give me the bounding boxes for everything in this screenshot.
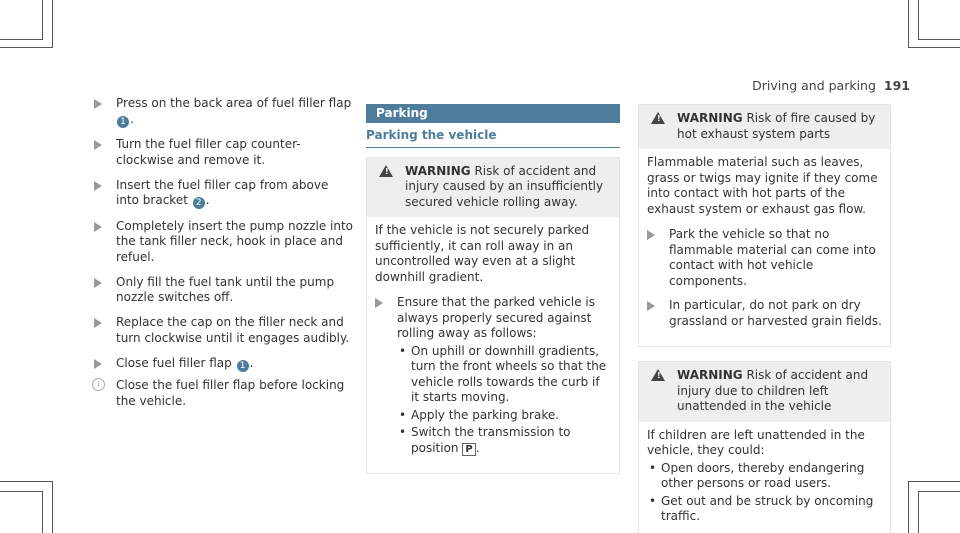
step-arrow-icon bbox=[94, 318, 102, 328]
step-arrow-icon bbox=[94, 99, 102, 109]
callout-badge: 1 bbox=[117, 116, 129, 128]
list-item: • Switch the transmission to position P . bbox=[397, 425, 611, 456]
warning-header bbox=[367, 158, 619, 218]
step-item: Replace the cap on the filler neck and turn clockwise until it engages audibly. bbox=[92, 315, 354, 346]
bullet-list bbox=[647, 461, 882, 525]
callout-badge: 1 bbox=[237, 360, 249, 372]
crop-mark bbox=[918, 39, 960, 40]
step-item: Turn the fuel filler cap counter-clockwise and remove it. bbox=[92, 137, 354, 168]
section-title-bar: Parking bbox=[366, 104, 620, 123]
step-item: Close fuel filler flap 1 . bbox=[92, 356, 354, 372]
bullet-list bbox=[397, 344, 611, 457]
step-arrow-icon bbox=[94, 359, 102, 369]
step-item: Insert the fuel filler cap from above into bracket 2 . bbox=[92, 178, 354, 210]
warning-body bbox=[367, 217, 619, 473]
info-note: i Close the fuel filler flap before locking the vehicle. bbox=[92, 378, 354, 409]
warning-label: WARNING bbox=[405, 163, 471, 178]
page-number: 191 bbox=[883, 78, 910, 93]
parking-column bbox=[366, 104, 620, 474]
warning-header bbox=[639, 362, 890, 422]
page-header-title: Driving and parking bbox=[752, 78, 876, 93]
info-icon: i bbox=[92, 378, 105, 391]
step-arrow-icon bbox=[94, 222, 102, 232]
warning-title: Risk of accident and injury due to children left unattended in the vehicle bbox=[677, 368, 869, 413]
warning-label: WARNING bbox=[677, 111, 743, 125]
list-item: • Get out and be struck by oncoming traffic. bbox=[647, 494, 882, 525]
step-arrow-icon bbox=[647, 230, 655, 240]
warning-body bbox=[639, 422, 890, 533]
step-arrow-icon bbox=[647, 301, 655, 311]
crop-mark bbox=[0, 491, 42, 492]
crop-mark bbox=[908, 481, 960, 482]
step-item: Ensure that the parked vehicle is always properly secured against rolling away as follows: • On uphill or downhill gradients, turn the front wheels so that the vehicle rolls towards the curb if it starts moving. • Apply the parking brake. • Switch the transmission to position P . bbox=[375, 295, 611, 456]
refuel-steps-column bbox=[92, 96, 354, 409]
crop-mark bbox=[908, 47, 960, 48]
warning-label: WARNING bbox=[677, 368, 743, 382]
crop-mark bbox=[0, 39, 42, 40]
warning-text: Flammable material such as leaves, grass or twigs may ignite if they come into contact with hot parts of the exhaust system or exhaust gas flow. bbox=[647, 155, 878, 216]
warnings-column bbox=[638, 104, 891, 533]
subheading: Parking the vehicle bbox=[366, 128, 620, 148]
warning-text: If the vehicle is not securely parked sufficiently, it can roll away in an uncontrolled way even at a slight downhill gradient. bbox=[375, 223, 590, 284]
step-arrow-icon bbox=[94, 140, 102, 150]
crop-mark bbox=[0, 481, 52, 482]
callout-badge: 2 bbox=[193, 197, 205, 209]
crop-mark bbox=[918, 491, 919, 533]
crop-mark bbox=[0, 47, 52, 48]
warning-box bbox=[638, 104, 891, 347]
list-item: • On uphill or downhill gradients, turn the front wheels so that the vehicle rolls towards the curb if it starts moving. bbox=[397, 344, 611, 406]
crop-mark bbox=[42, 491, 43, 533]
step-item: Park the vehicle so that no flammable material can come into contact with hot vehicle components. bbox=[647, 227, 882, 289]
step-item: Only fill the fuel tank until the pump nozzle switches off. bbox=[92, 275, 354, 306]
step-arrow-icon bbox=[94, 278, 102, 288]
warning-box bbox=[638, 361, 891, 533]
crop-mark bbox=[42, 0, 43, 40]
page-header bbox=[752, 78, 910, 94]
step-item: Press on the back area of fuel filler flap 1 . bbox=[92, 96, 354, 128]
warning-text: If children are left unattended in the vehicle, they could: bbox=[647, 427, 865, 457]
warning-triangle-icon: ! bbox=[651, 369, 665, 381]
list-item: • Apply the parking brake. bbox=[397, 408, 611, 424]
step-item: Completely insert the pump nozzle into the tank filler neck, hook in place and refuel. bbox=[92, 219, 354, 266]
crop-mark bbox=[918, 491, 960, 492]
list-item: • Open doors, thereby endangering other persons or road users. bbox=[647, 461, 882, 492]
warning-triangle-icon: ! bbox=[379, 165, 393, 177]
crop-mark bbox=[918, 0, 919, 40]
warning-body bbox=[639, 149, 890, 346]
step-arrow-icon bbox=[375, 298, 383, 308]
warning-box bbox=[366, 157, 620, 475]
step-item: In particular, do not park on dry grassland or harvested grain fields. bbox=[647, 298, 882, 329]
gear-p-symbol: P bbox=[462, 443, 475, 456]
crop-mark bbox=[908, 0, 909, 48]
crop-mark bbox=[908, 481, 909, 533]
warning-title: Risk of accident and injury caused by an insufficiently secured vehicle rolling away. bbox=[405, 163, 604, 209]
warning-triangle-icon: ! bbox=[651, 112, 665, 124]
warning-header bbox=[639, 105, 890, 149]
warning-title: Risk of fire caused by hot exhaust system parts bbox=[677, 111, 876, 141]
crop-mark bbox=[52, 0, 53, 48]
crop-mark bbox=[52, 481, 53, 533]
step-arrow-icon bbox=[94, 181, 102, 191]
